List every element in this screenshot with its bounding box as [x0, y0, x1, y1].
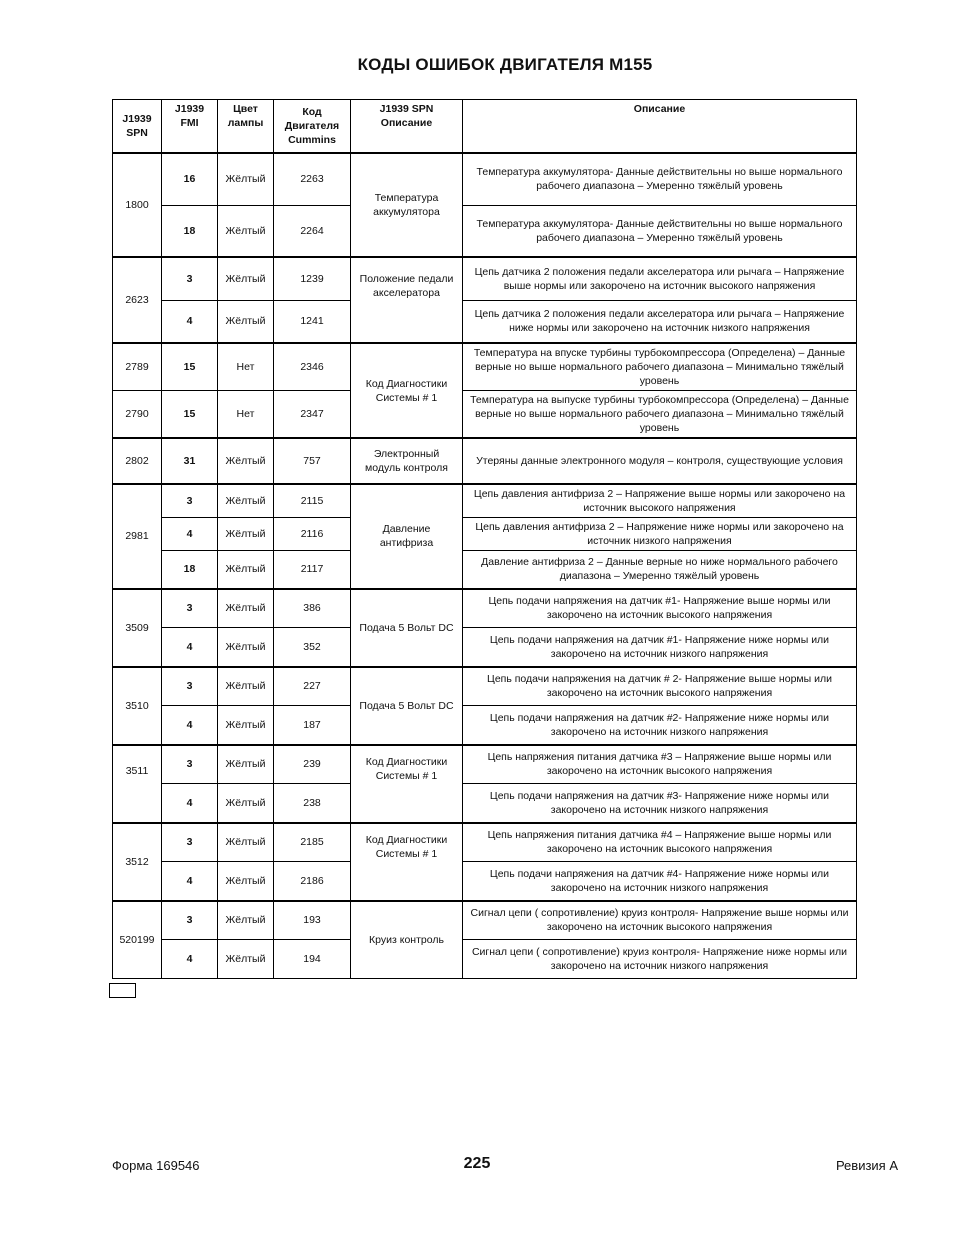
spn-description-cell: Код Диагностики Системы # 1 [351, 343, 463, 438]
table-row [113, 153, 857, 205]
table-row [113, 257, 857, 300]
header-description: Описание [463, 100, 857, 154]
lamp-cell: Жёлтый [218, 667, 274, 706]
header-lamp: Цвет лампы [218, 100, 274, 154]
lamp-cell: Жёлтый [218, 205, 274, 257]
description-cell: Температура аккумулятора- Данные действительны но выше нормального рабочего диапазона – Умеренно тяжёлый уровень [463, 153, 857, 205]
description-cell: Температура аккумулятора- Данные действительны но выше нормального рабочего диапазона – Умеренно тяжёлый уровень [463, 205, 857, 257]
fmi-cell: 4 [162, 784, 218, 823]
revision-label: Ревизия A [835, 1158, 898, 1173]
lamp-cell: Жёлтый [218, 823, 274, 862]
table-row [113, 551, 857, 589]
page-title: КОДЫ ОШИБОК ДВИГАТЕЛЯ M155 [357, 55, 653, 74]
description-cell: Цепь напряжения питания датчика #3 – Напряжение выше нормы или закорочено на источник высокого напряжения [463, 745, 857, 784]
spn-description-cell: Температура аккумулятора [351, 153, 463, 257]
table-row [113, 391, 857, 439]
lamp-cell: Жёлтый [218, 518, 274, 551]
spn-description-cell: Электронный модуль контроля [351, 438, 463, 484]
form-number: Форма 169546 [112, 1158, 200, 1173]
fmi-cell: 16 [162, 153, 218, 205]
fmi-cell: 3 [162, 745, 218, 784]
spn-description-cell: Код Диагностики Системы # 1 [351, 823, 463, 901]
cummins-code-cell: 2117 [274, 551, 351, 589]
spn-cell: 3510 [113, 667, 162, 745]
cummins-code-cell: 386 [274, 589, 351, 628]
table-row [113, 300, 857, 343]
spn-cell: 2623 [113, 257, 162, 343]
cummins-code-cell: 2347 [274, 391, 351, 439]
header-spn: J1939 SPN [113, 100, 162, 154]
table-row [113, 205, 857, 257]
lamp-cell: Жёлтый [218, 300, 274, 343]
spn-cell: 2789 [113, 343, 162, 391]
lamp-cell: Жёлтый [218, 784, 274, 823]
spn-cell: 1800 [113, 153, 162, 257]
fmi-cell: 15 [162, 343, 218, 391]
cummins-code-cell: 1241 [274, 300, 351, 343]
cummins-code-cell: 2346 [274, 343, 351, 391]
fmi-cell: 3 [162, 484, 218, 518]
lamp-cell: Жёлтый [218, 940, 274, 979]
fmi-cell: 4 [162, 300, 218, 343]
table-row [113, 628, 857, 667]
description-cell: Цепь подачи напряжения на датчик #1- Напряжение ниже нормы или закорочено на источник низкого напряжения [463, 628, 857, 667]
spn-cell: 520199 [113, 901, 162, 979]
spn-description-cell: Давление антифриза [351, 484, 463, 589]
spn-cell: 2802 [113, 438, 162, 484]
fmi-cell: 3 [162, 667, 218, 706]
cummins-code-cell: 2116 [274, 518, 351, 551]
cummins-code-cell: 2263 [274, 153, 351, 205]
spn-cell: 3512 [113, 823, 162, 901]
spn-description-cell: Подача 5 Вольт DC [351, 667, 463, 745]
lamp-cell: Нет [218, 391, 274, 439]
header-fmi: J1939 FMI [162, 100, 218, 154]
page-number: 225 [463, 1155, 491, 1172]
description-cell: Цепь напряжения питания датчика #4 – Напряжение выше нормы или закорочено на источник высокого напряжения [463, 823, 857, 862]
spn-description-cell: Код Диагностики Системы # 1 [351, 745, 463, 823]
cummins-code-cell: 2264 [274, 205, 351, 257]
fmi-cell: 3 [162, 589, 218, 628]
fmi-cell: 4 [162, 862, 218, 901]
description-cell: Сигнал цепи ( сопротивление) круиз контроля- Напряжение ниже нормы или закорочено на источник низкого напряжения [463, 940, 857, 979]
spn-cell: 3511 [113, 745, 162, 823]
description-cell: Цепь датчика 2 положения педали акселератора или рычага – Напряжение ниже нормы или закорочено на источник низкого напряжения [463, 300, 857, 343]
cummins-code-cell: 1239 [274, 257, 351, 300]
description-cell: Давление антифриза 2 – Данные верные но ниже нормального рабочего диапазона – Умеренно тяжёлый уровень [463, 551, 857, 589]
fmi-cell: 15 [162, 391, 218, 439]
table-row [113, 518, 857, 551]
table-row [113, 823, 857, 862]
cummins-code-cell: 2185 [274, 823, 351, 862]
cummins-code-cell: 757 [274, 438, 351, 484]
lamp-cell: Жёлтый [218, 551, 274, 589]
lamp-cell: Жёлтый [218, 257, 274, 300]
table-row [113, 343, 857, 391]
fault-codes-table [112, 99, 857, 979]
lamp-cell: Жёлтый [218, 589, 274, 628]
description-cell: Цепь подачи напряжения на датчик #4- Напряжение ниже нормы или закорочено на источник низкого напряжения [463, 862, 857, 901]
description-cell: Цепь давления антифриза 2 – Напряжение выше нормы или закорочено на источник высокого напряжения [463, 484, 857, 518]
description-cell: Температура на выпуске турбины турбокомпрессора (Определена) – Данные верные но выше нормального рабочего диапазона – Минимально тяжёлый уровень [463, 391, 857, 439]
table-row [113, 706, 857, 745]
description-cell: Цепь подачи напряжения на датчик #3- Напряжение ниже нормы или закорочено на источник низкого напряжения [463, 784, 857, 823]
spn-cell: 3509 [113, 589, 162, 667]
table-row [113, 940, 857, 979]
cummins-code-cell: 238 [274, 784, 351, 823]
table-row [113, 667, 857, 706]
spn-cell: 2790 [113, 391, 162, 439]
table-row [113, 862, 857, 901]
lamp-cell: Жёлтый [218, 706, 274, 745]
cummins-code-cell: 352 [274, 628, 351, 667]
fmi-cell: 4 [162, 628, 218, 667]
table-header-row [113, 100, 857, 154]
lamp-cell: Жёлтый [218, 484, 274, 518]
cummins-code-cell: 239 [274, 745, 351, 784]
fmi-cell: 3 [162, 823, 218, 862]
lamp-cell: Жёлтый [218, 862, 274, 901]
lamp-cell: Жёлтый [218, 745, 274, 784]
spn-description-cell: Положение педали акселератора [351, 257, 463, 343]
lamp-cell: Жёлтый [218, 153, 274, 205]
cummins-code-cell: 2115 [274, 484, 351, 518]
header-spn-description: J1939 SPN Описание [351, 100, 463, 154]
table-row [113, 438, 857, 484]
cummins-code-cell: 187 [274, 706, 351, 745]
spn-description-cell: Круиз контроль [351, 901, 463, 979]
lamp-cell: Жёлтый [218, 901, 274, 940]
table-row [113, 745, 857, 784]
table-row [113, 901, 857, 940]
fmi-cell: 4 [162, 518, 218, 551]
description-cell: Цепь датчика 2 положения педали акселератора или рычага – Напряжение выше нормы или закорочено на источник высокого напряжения [463, 257, 857, 300]
table-row [113, 784, 857, 823]
fmi-cell: 3 [162, 257, 218, 300]
fmi-cell: 4 [162, 940, 218, 979]
fmi-cell: 18 [162, 205, 218, 257]
lamp-cell: Жёлтый [218, 438, 274, 484]
lamp-cell: Нет [218, 343, 274, 391]
fmi-cell: 4 [162, 706, 218, 745]
description-cell: Температура на впуске турбины турбокомпрессора (Определена) – Данные верные но выше нормального рабочего диапазона – Минимально тяжёлый уровень [463, 343, 857, 391]
spn-cell: 2981 [113, 484, 162, 589]
spn-description-cell: Подача 5 Вольт DC [351, 589, 463, 667]
description-cell: Утеряны данные электронного модуля – контроля, существующие условия [463, 438, 857, 484]
empty-box-marker [109, 983, 136, 998]
fmi-cell: 18 [162, 551, 218, 589]
description-cell: Цепь давления антифриза 2 – Напряжение ниже нормы или закорочено на источник низкого напряжения [463, 518, 857, 551]
cummins-code-cell: 227 [274, 667, 351, 706]
cummins-code-cell: 194 [274, 940, 351, 979]
description-cell: Сигнал цепи ( сопротивление) круиз контроля- Напряжение выше нормы или закорочено на источник высокого напряжения [463, 901, 857, 940]
table-row [113, 484, 857, 518]
description-cell: Цепь подачи напряжения на датчик # 2- Напряжение выше нормы или закорочено на источник высокого напряжения [463, 667, 857, 706]
fmi-cell: 3 [162, 901, 218, 940]
header-cummins-code: Код Двигателя Cummins [274, 100, 351, 154]
description-cell: Цепь подачи напряжения на датчик #2- Напряжение ниже нормы или закорочено на источник низкого напряжения [463, 706, 857, 745]
fmi-cell: 31 [162, 438, 218, 484]
lamp-cell: Жёлтый [218, 628, 274, 667]
cummins-code-cell: 193 [274, 901, 351, 940]
table-row [113, 589, 857, 628]
description-cell: Цепь подачи напряжения на датчик #1- Напряжение выше нормы или закорочено на источник высокого напряжения [463, 589, 857, 628]
cummins-code-cell: 2186 [274, 862, 351, 901]
